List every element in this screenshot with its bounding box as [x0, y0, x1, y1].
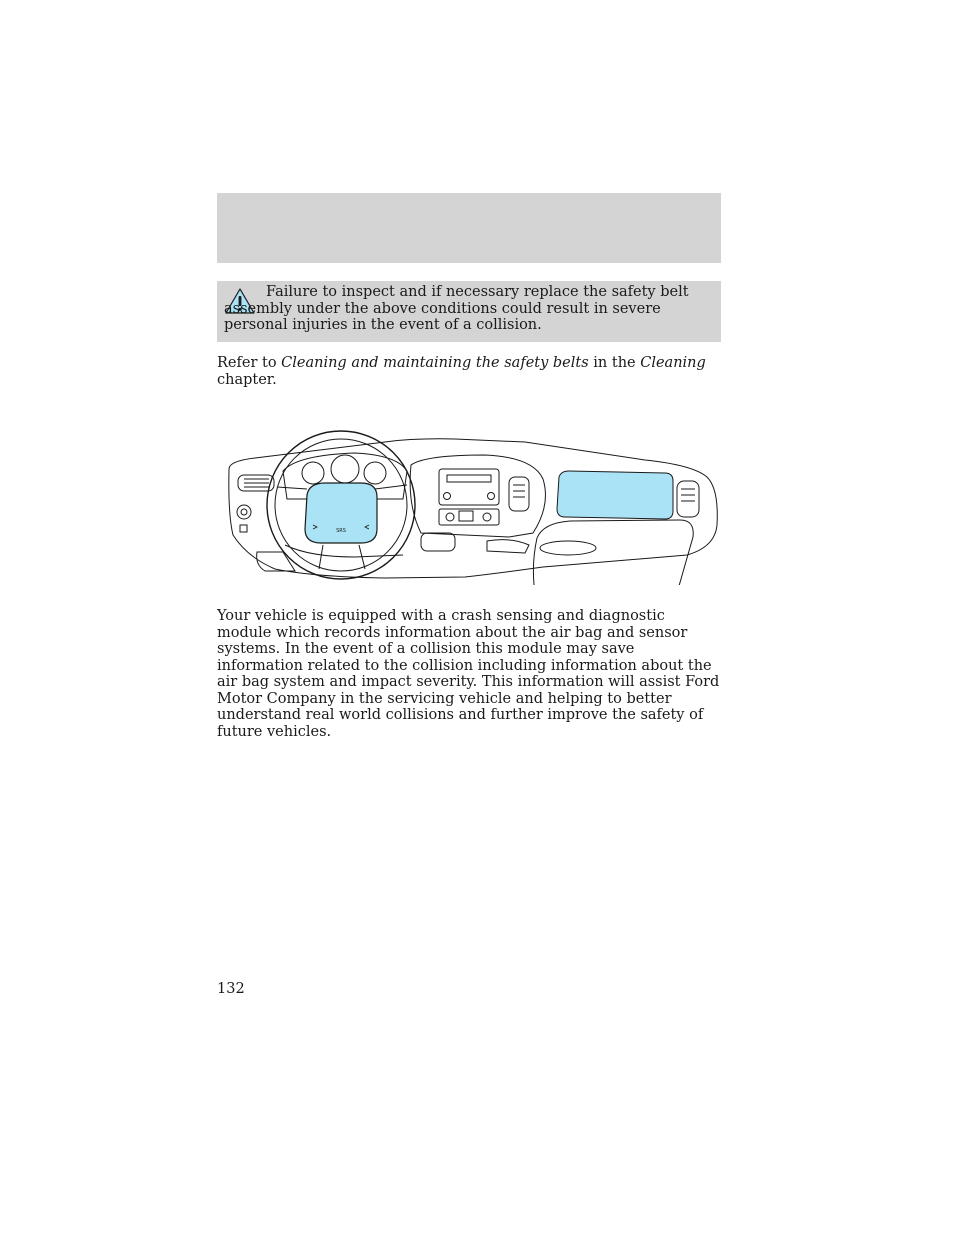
refer-middle: in the	[588, 355, 641, 371]
tachometer-gauge	[302, 462, 324, 484]
headlamp-switch	[237, 505, 251, 519]
dashboard-airbag-diagram	[225, 425, 721, 585]
glove-box-handle	[540, 541, 596, 555]
refer-prefix: Refer to	[217, 355, 282, 371]
fuel-gauge	[364, 462, 386, 484]
speedometer-gauge	[331, 455, 359, 483]
passenger-airbag	[557, 471, 673, 519]
refer-paragraph	[217, 355, 721, 388]
warning-text: Failure to inspect and if necessary replace the safety belt assembly under the above conditions could result in severe personal injuries in the event of a collision.	[224, 284, 689, 333]
steering-column	[285, 545, 403, 557]
cleaning-chapter-reference: Cleaning	[640, 355, 706, 371]
center-air-vent	[509, 477, 529, 511]
driver-airbag	[305, 483, 377, 543]
page-number: 132	[217, 981, 245, 997]
section-header-band	[217, 193, 721, 263]
cleaning-safety-belts-reference: Cleaning and maintaining the safety belts	[281, 355, 589, 371]
steering-wheel-srs-label: SRS	[336, 528, 346, 534]
crash-module-paragraph: Your vehicle is equipped with a crash sensing and diagnostic module which records information about the air bag and sensor systems. In the event of a collision this module may save information related to the collision including information about the air bag system and impact severity. This information will assist Ford Motor Company in the servicing vehicle and helping to better understand real world collisions and further improve the safety of future vehicles.	[217, 608, 720, 740]
right-air-vent	[677, 481, 699, 517]
lower-left-panel	[257, 552, 295, 571]
glove-box	[533, 520, 693, 585]
refer-suffix: chapter.	[217, 371, 277, 388]
warning-box	[217, 281, 721, 342]
